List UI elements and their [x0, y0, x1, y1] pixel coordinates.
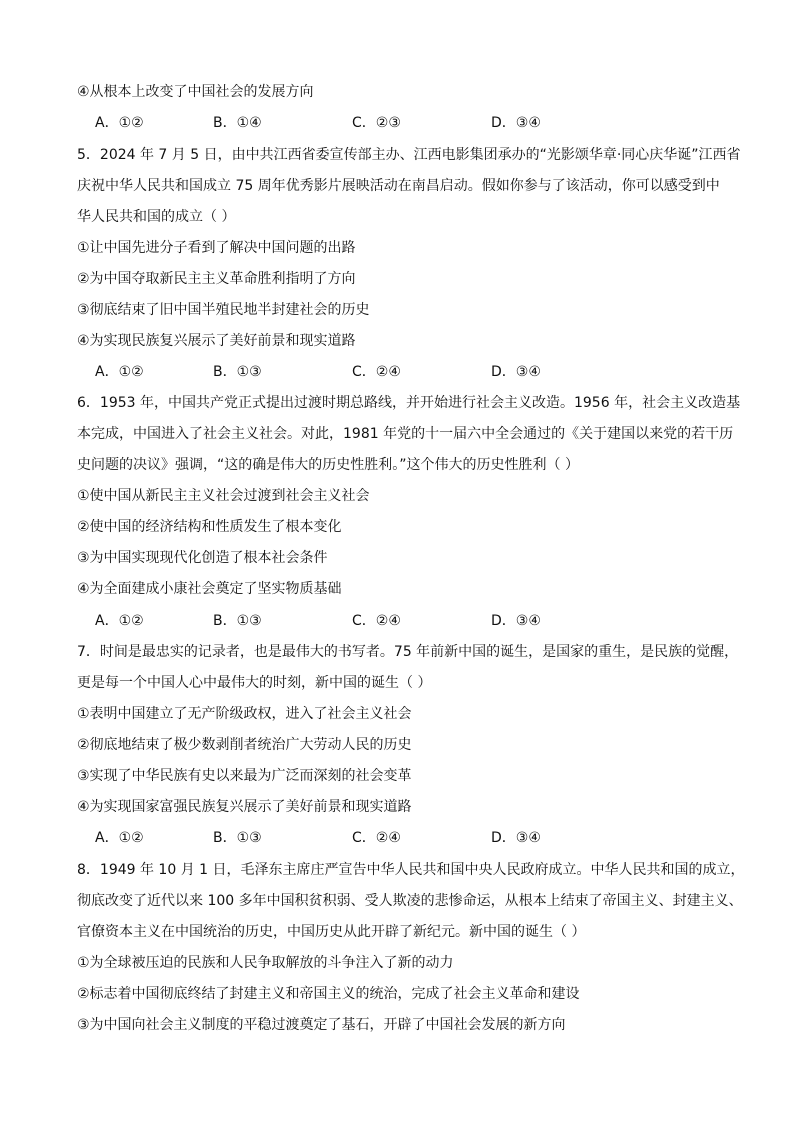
q7-statement-3: ③实现了中华民族有史以来最为广泛而深刻的社会变革 [77, 768, 412, 784]
q7-choice-b: B．①③ [213, 830, 262, 846]
continued-choice-c: C．②③ [352, 115, 401, 131]
q5-choice-b: B．①③ [213, 364, 262, 380]
q8-stem-line-3: 官僚资本主义在中国统治的历史，中国历史从此开辟了新纪元。新中国的诞生（ ） [77, 924, 586, 940]
q6-statement-4: ④为全面建成小康社会奠定了坚实物质基础 [77, 581, 342, 597]
q5-statement-1: ①让中国先进分子看到了解决中国问题的出路 [77, 240, 356, 256]
q8-statement-1: ①为全球被压迫的民族和人民争取解放的斗争注入了新的动力 [77, 955, 454, 971]
q6-statement-3: ③为中国实现现代化创造了根本社会条件 [77, 550, 328, 566]
q8-statement-3: ③为中国向社会主义制度的平稳过渡奠定了基石，开辟了中国社会发展的新方向 [77, 1017, 566, 1033]
q7-choice-c: C．②④ [352, 830, 401, 846]
q5-stem-line-2: 庆祝中华人民共和国成立 75 周年优秀影片展映活动在南昌启动。假如你参与了该活动，你可以感受到中 [77, 178, 720, 194]
q7-statement-4: ④为实现国家富强民族复兴展示了美好前景和现实道路 [77, 799, 412, 815]
q6-stem-line-3: 史问题的决议》强调，“这的确是伟大的历史性胜利。”这个伟大的历史性胜利（ ） [77, 457, 579, 473]
q5-choice-c: C．②④ [352, 364, 401, 380]
q7-stem-line-2: 更是每一个中国人心中最伟大的时刻，新中国的诞生（ ） [77, 675, 432, 691]
q7-statement-2: ②彻底地结束了极少数剥削者统治广大劳动人民的历史 [77, 737, 412, 753]
q5-statement-2: ②为中国夺取新民主主义革命胜利指明了方向 [77, 271, 356, 287]
q5-choice-d: D．③④ [491, 364, 541, 380]
q7-statement-1: ①表明中国建立了无产阶级政权，进入了社会主义社会 [77, 706, 412, 722]
continued-choice-b: B．①④ [213, 115, 262, 131]
q8-stem-line-1: 8．1949 年 10 月 1 日，毛泽东主席庄严宣告中华人民共和国中央人民政府成立。中华人民共和国的成立， [77, 862, 745, 878]
q5-stem-line-3: 华人民共和国的成立（ ） [77, 209, 236, 225]
q6-choice-b: B．①③ [213, 613, 262, 629]
q6-choice-d: D．③④ [491, 613, 541, 629]
q6-statement-1: ①使中国从新民主主义社会过渡到社会主义社会 [77, 488, 370, 504]
q6-choice-c: C．②④ [352, 613, 401, 629]
continued-choice-d: D．③④ [491, 115, 541, 131]
continued-choice-a: A．①② [95, 115, 144, 131]
q7-stem-line-1: 7．时间是最忠实的记录者，也是最伟大的书写者。75 年前新中国的诞生，是国家的重生，是民族的觉醒， [77, 644, 739, 660]
q5-statement-3: ③彻底结束了旧中国半殖民地半封建社会的历史 [77, 302, 370, 318]
q7-choice-d: D．③④ [491, 830, 541, 846]
q5-stem-line-1: 5．2024 年 7 月 5 日，由中共江西省委宣传部主办、江西电影集团承办的“光影颂华章·同心庆华诞”江西省 [77, 147, 741, 163]
continued-statement-4: ④从根本上改变了中国社会的发展方向 [77, 84, 314, 100]
q6-stem-line-2: 本完成，中国进入了社会主义社会。对此，1981 年党的十一届六中全会通过的《关于建国以来党的若干历 [77, 426, 734, 442]
q5-statement-4: ④为实现民族复兴展示了美好前景和现实道路 [77, 333, 356, 349]
q6-stem-line-1: 6．1953 年，中国共产党正式提出过渡时期总路线，并开始进行社会主义改造。1956 年，社会主义改造基 [77, 395, 741, 411]
q7-choice-a: A．①② [95, 830, 144, 846]
q6-statement-2: ②使中国的经济结构和性质发生了根本变化 [77, 519, 342, 535]
q8-statement-2: ②标志着中国彻底终结了封建主义和帝国主义的统治，完成了社会主义革命和建设 [77, 986, 580, 1002]
q5-choice-a: A．①② [95, 364, 144, 380]
q6-choice-a: A．①② [95, 613, 144, 629]
q8-stem-line-2: 彻底改变了近代以来 100 多年中国积贫积弱、受人欺凌的悲惨命运，从根本上结束了帝国主义、封建主义、 [77, 893, 743, 909]
